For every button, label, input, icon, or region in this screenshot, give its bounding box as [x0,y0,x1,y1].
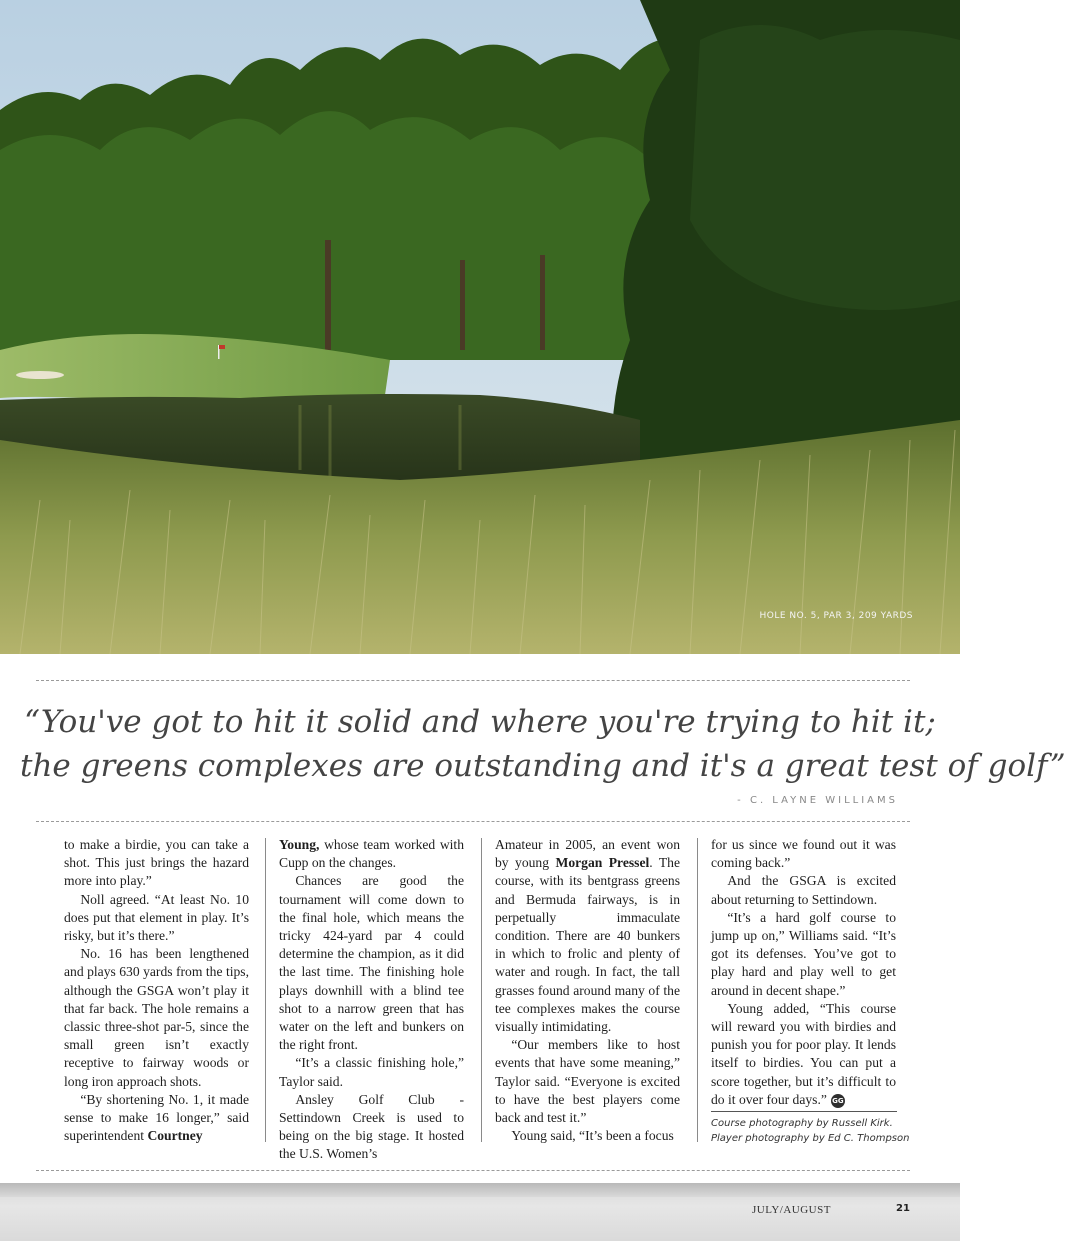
paragraph: Noll agreed. “At least No. 10 does put that element in play. It’s risky, but it’s there.” [64,891,249,944]
paragraph [495,836,680,1036]
column-rule [697,838,698,1142]
paragraph [711,1000,896,1109]
footer-dashed-divider [36,1170,910,1171]
article-column-1 [64,836,249,1145]
top-dashed-divider [36,680,910,681]
article-column-4 [711,836,896,1109]
page-number: 21 [896,1203,910,1214]
course-photo-illustration [0,0,960,654]
column-rule [481,838,482,1142]
photo-credits [711,1116,911,1146]
paragraph-text: Young added, “This course will reward you with birdies and punish you for poor play. It lends itself to birdies. You can put a score together, but it’s difficult to do it over four days.” [711,1000,896,1107]
credits-rule [711,1111,897,1112]
pull-quote-line-1: “You've got to hit it solid and where you're trying to hit it; [24,704,936,740]
article-column-3 [495,836,680,1145]
paragraph: “It’s a hard golf course to jump up on,” Williams said. “It’s got its defenses. You’ve got to play hard and play well to get around in decent shape.” [711,909,896,998]
paragraph-text: Amateur in 2005, an event won by young [495,837,680,871]
pull-quote-attribution: - C. LAYNE WILLIAMS [737,795,898,806]
paragraph: And the GSGA is excited about returning to Settindown. [711,873,896,907]
paragraph-text: . The course, with its bentgrass greens and Bermuda fairways, is in perpetually immaculate condition. There are 40 bunkers in which to frolic and plenty of water and rough. In fact, the tall grasses found around many of the tee complexes makes the course visually intimidating. [495,855,680,1035]
course-photo [0,0,960,654]
column-rule [265,838,266,1142]
footer-shadow [0,1183,960,1197]
paragraph: Young said, “It’s been a focus [511,1128,674,1144]
paragraph [279,836,464,872]
person-name: Young, [279,837,320,852]
credit-line: Player photography by Ed C. Thompson [711,1133,910,1144]
paragraph: Chances are good the tournament will come down to the final hole, which means the tricky 424-yard par 4 could determine the champion, as it did the last time. The finishing hole plays downhill with a blind tee shot to a narrow green that has water on the left and bunkers on the right front. [279,873,464,1053]
paragraph [64,1091,249,1146]
person-name: Morgan Pressel [555,855,650,871]
credit-line: Course photography by Russell Kirk. [711,1118,893,1129]
paragraph-text: “By shortening No. 1, it made sense to make 16 longer,” said superintendent [64,1091,249,1144]
paragraph: “Our members like to host events that have some meaning,” Taylor said. “Everyone is excited to have the best players come back and test it.” [495,1037,680,1126]
person-name: Courtney [147,1128,203,1144]
issue-label: JULY/AUGUST [752,1204,831,1216]
bottom-dashed-divider [36,821,910,822]
pull-quote-line-2: the greens complexes are outstanding and it's a great test of golf” [20,748,1066,784]
pull-quote [20,700,1066,788]
article-column-2 [279,836,464,1164]
paragraph: Ansley Golf Club - Settindown Creek is used to being on the big stage. It hosted the U.S. Women’s [279,1091,464,1162]
paragraph-text: whose team worked with Cupp on the changes. [279,837,464,871]
paragraph: “It’s a classic finishing hole,” Taylor said. [279,1055,464,1089]
paragraph: to make a birdie, you can take a shot. This just brings the hazard more into play.” [64,837,249,889]
photo-caption: HOLE NO. 5, PAR 3, 209 YARDS [759,611,913,621]
end-mark-icon: GG [831,1094,845,1108]
paragraph: No. 16 has been lengthened and plays 630 yards from the tips, although the GSGA won’t play it that far back. The hole remains a classic three-shot par-5, since the small green isn’t exactly receptive to fairway woods or long iron approach shots. [64,946,249,1089]
paragraph: for us since we found out it was coming back.” [711,837,896,871]
